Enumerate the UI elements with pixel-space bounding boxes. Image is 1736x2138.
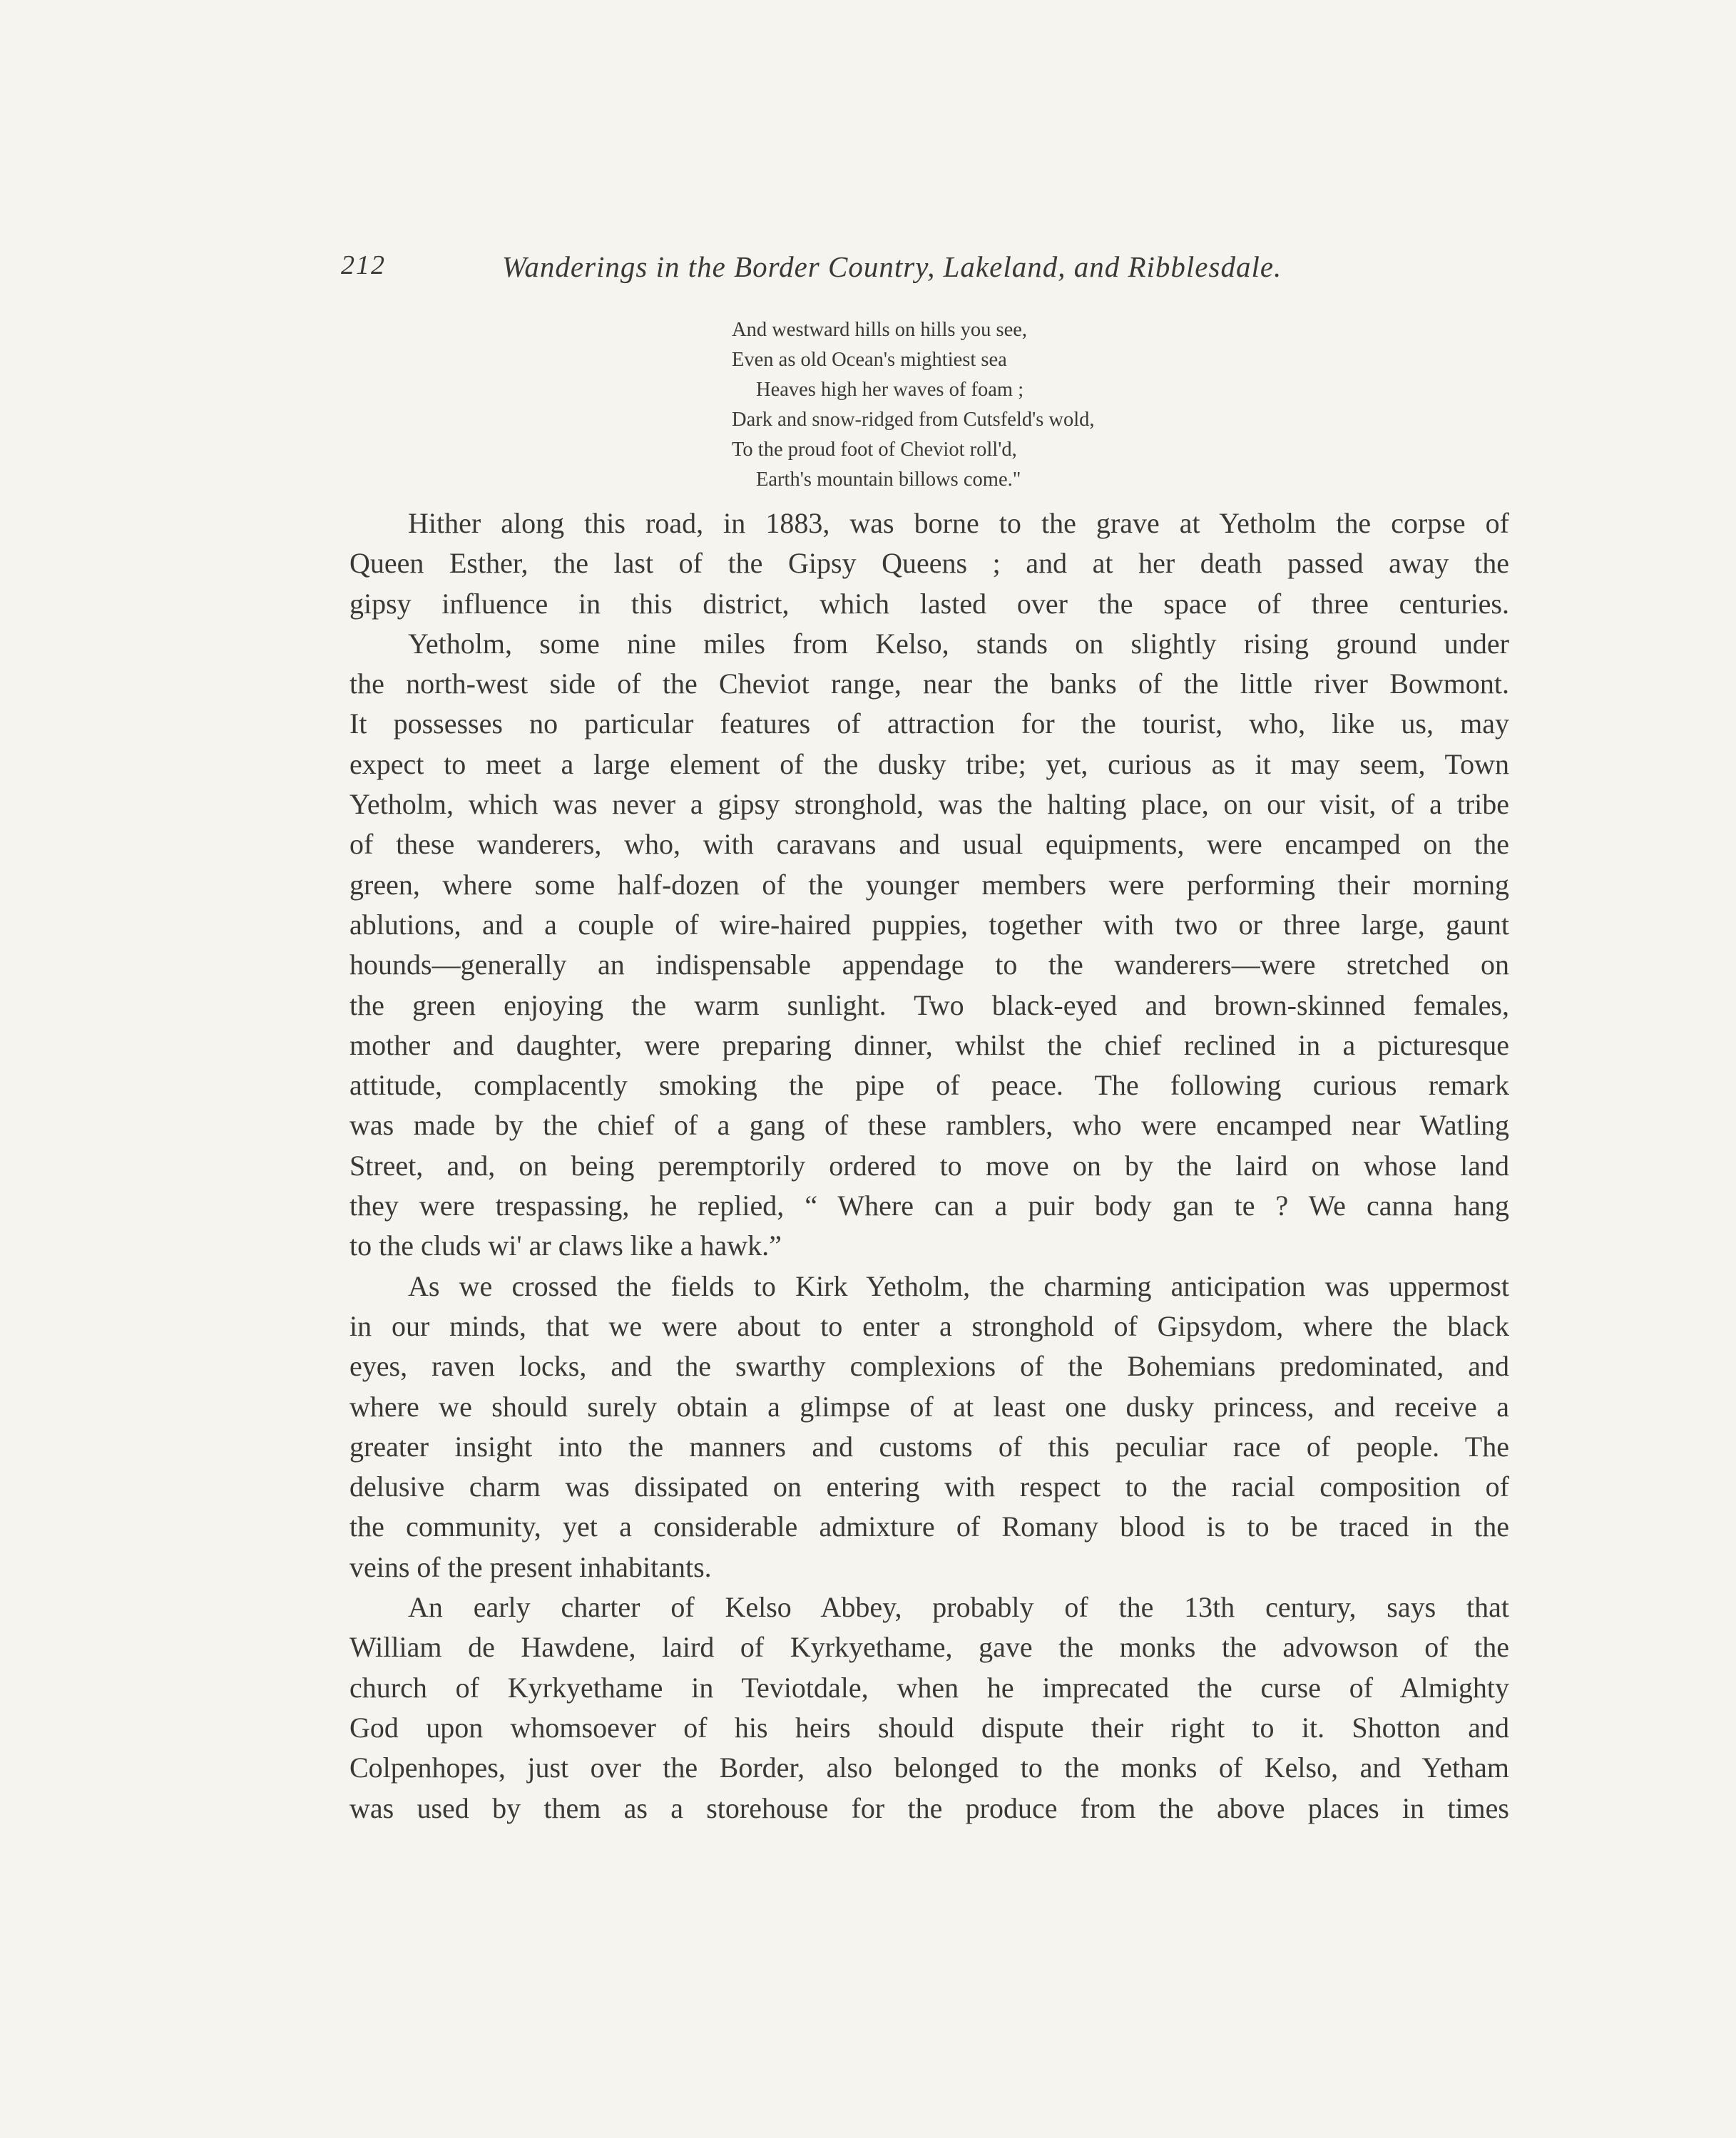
text-line: veins of the present inhabitants. bbox=[349, 1550, 712, 1583]
text-line: was used by them as a storehouse for the produce from the above places in times bbox=[349, 1791, 1509, 1824]
text-line: the community, yet a considerable admixture of Romany blood is to be traced in the bbox=[349, 1510, 1509, 1543]
text-line: God upon whomsoever of his heirs should dispute their right to it. Shotton and bbox=[349, 1711, 1509, 1744]
text-line: greater insight into the manners and customs of this peculiar race of people. The bbox=[349, 1430, 1509, 1463]
text-line: It possesses no particular features of attraction for the tourist, who, like us, may bbox=[349, 707, 1509, 740]
verse-line: And westward hills on hills you see, bbox=[732, 319, 1028, 341]
running-head bbox=[341, 250, 1361, 292]
text-line: mother and daughter, were preparing dinner, whilst the chief reclined in a picturesque bbox=[349, 1028, 1509, 1061]
text-line: Queen Esther, the last of the Gipsy Queens ; and at her death passed away the bbox=[349, 547, 1509, 580]
text-line: the green enjoying the warm sunlight. Two black-eyed and brown-skinned females, bbox=[349, 988, 1509, 1021]
text-line: Street, and, on being peremptorily ordered to move on by the laird on whose land bbox=[349, 1149, 1509, 1182]
text-line: As we crossed the fields to Kirk Yetholm, the charming anticipation was uppermost bbox=[408, 1269, 1509, 1302]
text-line: Yetholm, some nine miles from Kelso, stands on slightly rising ground under bbox=[408, 627, 1509, 660]
verse-line: To the proud foot of Cheviot roll'd, bbox=[732, 439, 1017, 461]
text-line: the north-west side of the Cheviot range, near the banks of the little river Bowmont. bbox=[349, 668, 1509, 700]
text-line: was made by the chief of a gang of these ramblers, who were encamped near Watling bbox=[349, 1109, 1509, 1142]
text-line: An early charter of Kelso Abbey, probably of the 13th century, says that bbox=[408, 1591, 1509, 1624]
book-title: Wanderings in the Border Country, Lakeland, and Ribblesdale. bbox=[502, 250, 1282, 283]
text-line: expect to meet a large element of the dusky tribe; yet, curious as it may seem, Town bbox=[349, 747, 1509, 780]
text-line: William de Hawdene, laird of Kyrkyethame, gave the monks the advowson of the bbox=[349, 1631, 1509, 1664]
verse-line: Dark and snow-ridged from Cutsfeld's wold, bbox=[732, 409, 1095, 431]
text-line: in our minds, that we were about to enter a stronghold of Gipsydom, where the black bbox=[349, 1309, 1509, 1342]
text-line: Hither along this road, in 1883, was borne to the grave at Yetholm the corpse of bbox=[408, 507, 1509, 539]
text-line: green, where some half-dozen of the younger members were performing their morning bbox=[349, 868, 1509, 901]
body-text bbox=[349, 503, 1509, 1828]
paragraph-yetholm bbox=[349, 624, 1509, 1267]
verse-line: Earth's mountain billows come." bbox=[756, 469, 1021, 491]
text-line: gipsy influence in this district, which lasted over the space of three centuries. bbox=[349, 587, 1509, 620]
text-line: church of Kyrkyethame in Teviotdale, when he imprecated the curse of Almighty bbox=[349, 1671, 1509, 1704]
text-line: delusive charm was dissipated on entering with respect to the racial composition of bbox=[349, 1470, 1509, 1503]
verse-line: Even as old Ocean's mightiest sea bbox=[732, 349, 1007, 371]
verse-line: Heaves high her waves of foam ; bbox=[756, 379, 1024, 401]
paragraph-queen-esther bbox=[349, 503, 1509, 624]
text-line: Colpenhopes, just over the Border, also belonged to the monks of Kelso, and Yetham bbox=[349, 1751, 1509, 1784]
text-line: where we should surely obtain a glimpse of at least one dusky princess, and receive a bbox=[349, 1390, 1509, 1423]
page-number: 212 bbox=[341, 250, 386, 280]
text-line: hounds—generally an indispensable appendage to the wanderers—were stretched on bbox=[349, 948, 1509, 981]
text-line: of these wanderers, who, with caravans and usual equipments, were encamped on the bbox=[349, 828, 1509, 861]
text-line: to the cluds wi' ar claws like a hawk.” bbox=[349, 1229, 782, 1262]
text-line: they were trespassing, he replied, “ Where can a puir body gan te ? We canna hang bbox=[349, 1190, 1509, 1222]
paragraph-kelso-abbey-charter bbox=[349, 1587, 1509, 1828]
text-line: ablutions, and a couple of wire-haired puppies, together with two or three large, gaunt bbox=[349, 908, 1509, 941]
text-line: eyes, raven locks, and the swarthy complexions of the Bohemians predominated, and bbox=[349, 1350, 1509, 1383]
text-line: attitude, complacently smoking the pipe of peace. The following curious remark bbox=[349, 1069, 1509, 1102]
paragraph-kirk-yetholm bbox=[349, 1267, 1509, 1587]
verse-quotation bbox=[732, 315, 1231, 495]
text-line: Yetholm, which was never a gipsy stronghold, was the halting place, on our visit, of a tribe bbox=[349, 788, 1509, 821]
